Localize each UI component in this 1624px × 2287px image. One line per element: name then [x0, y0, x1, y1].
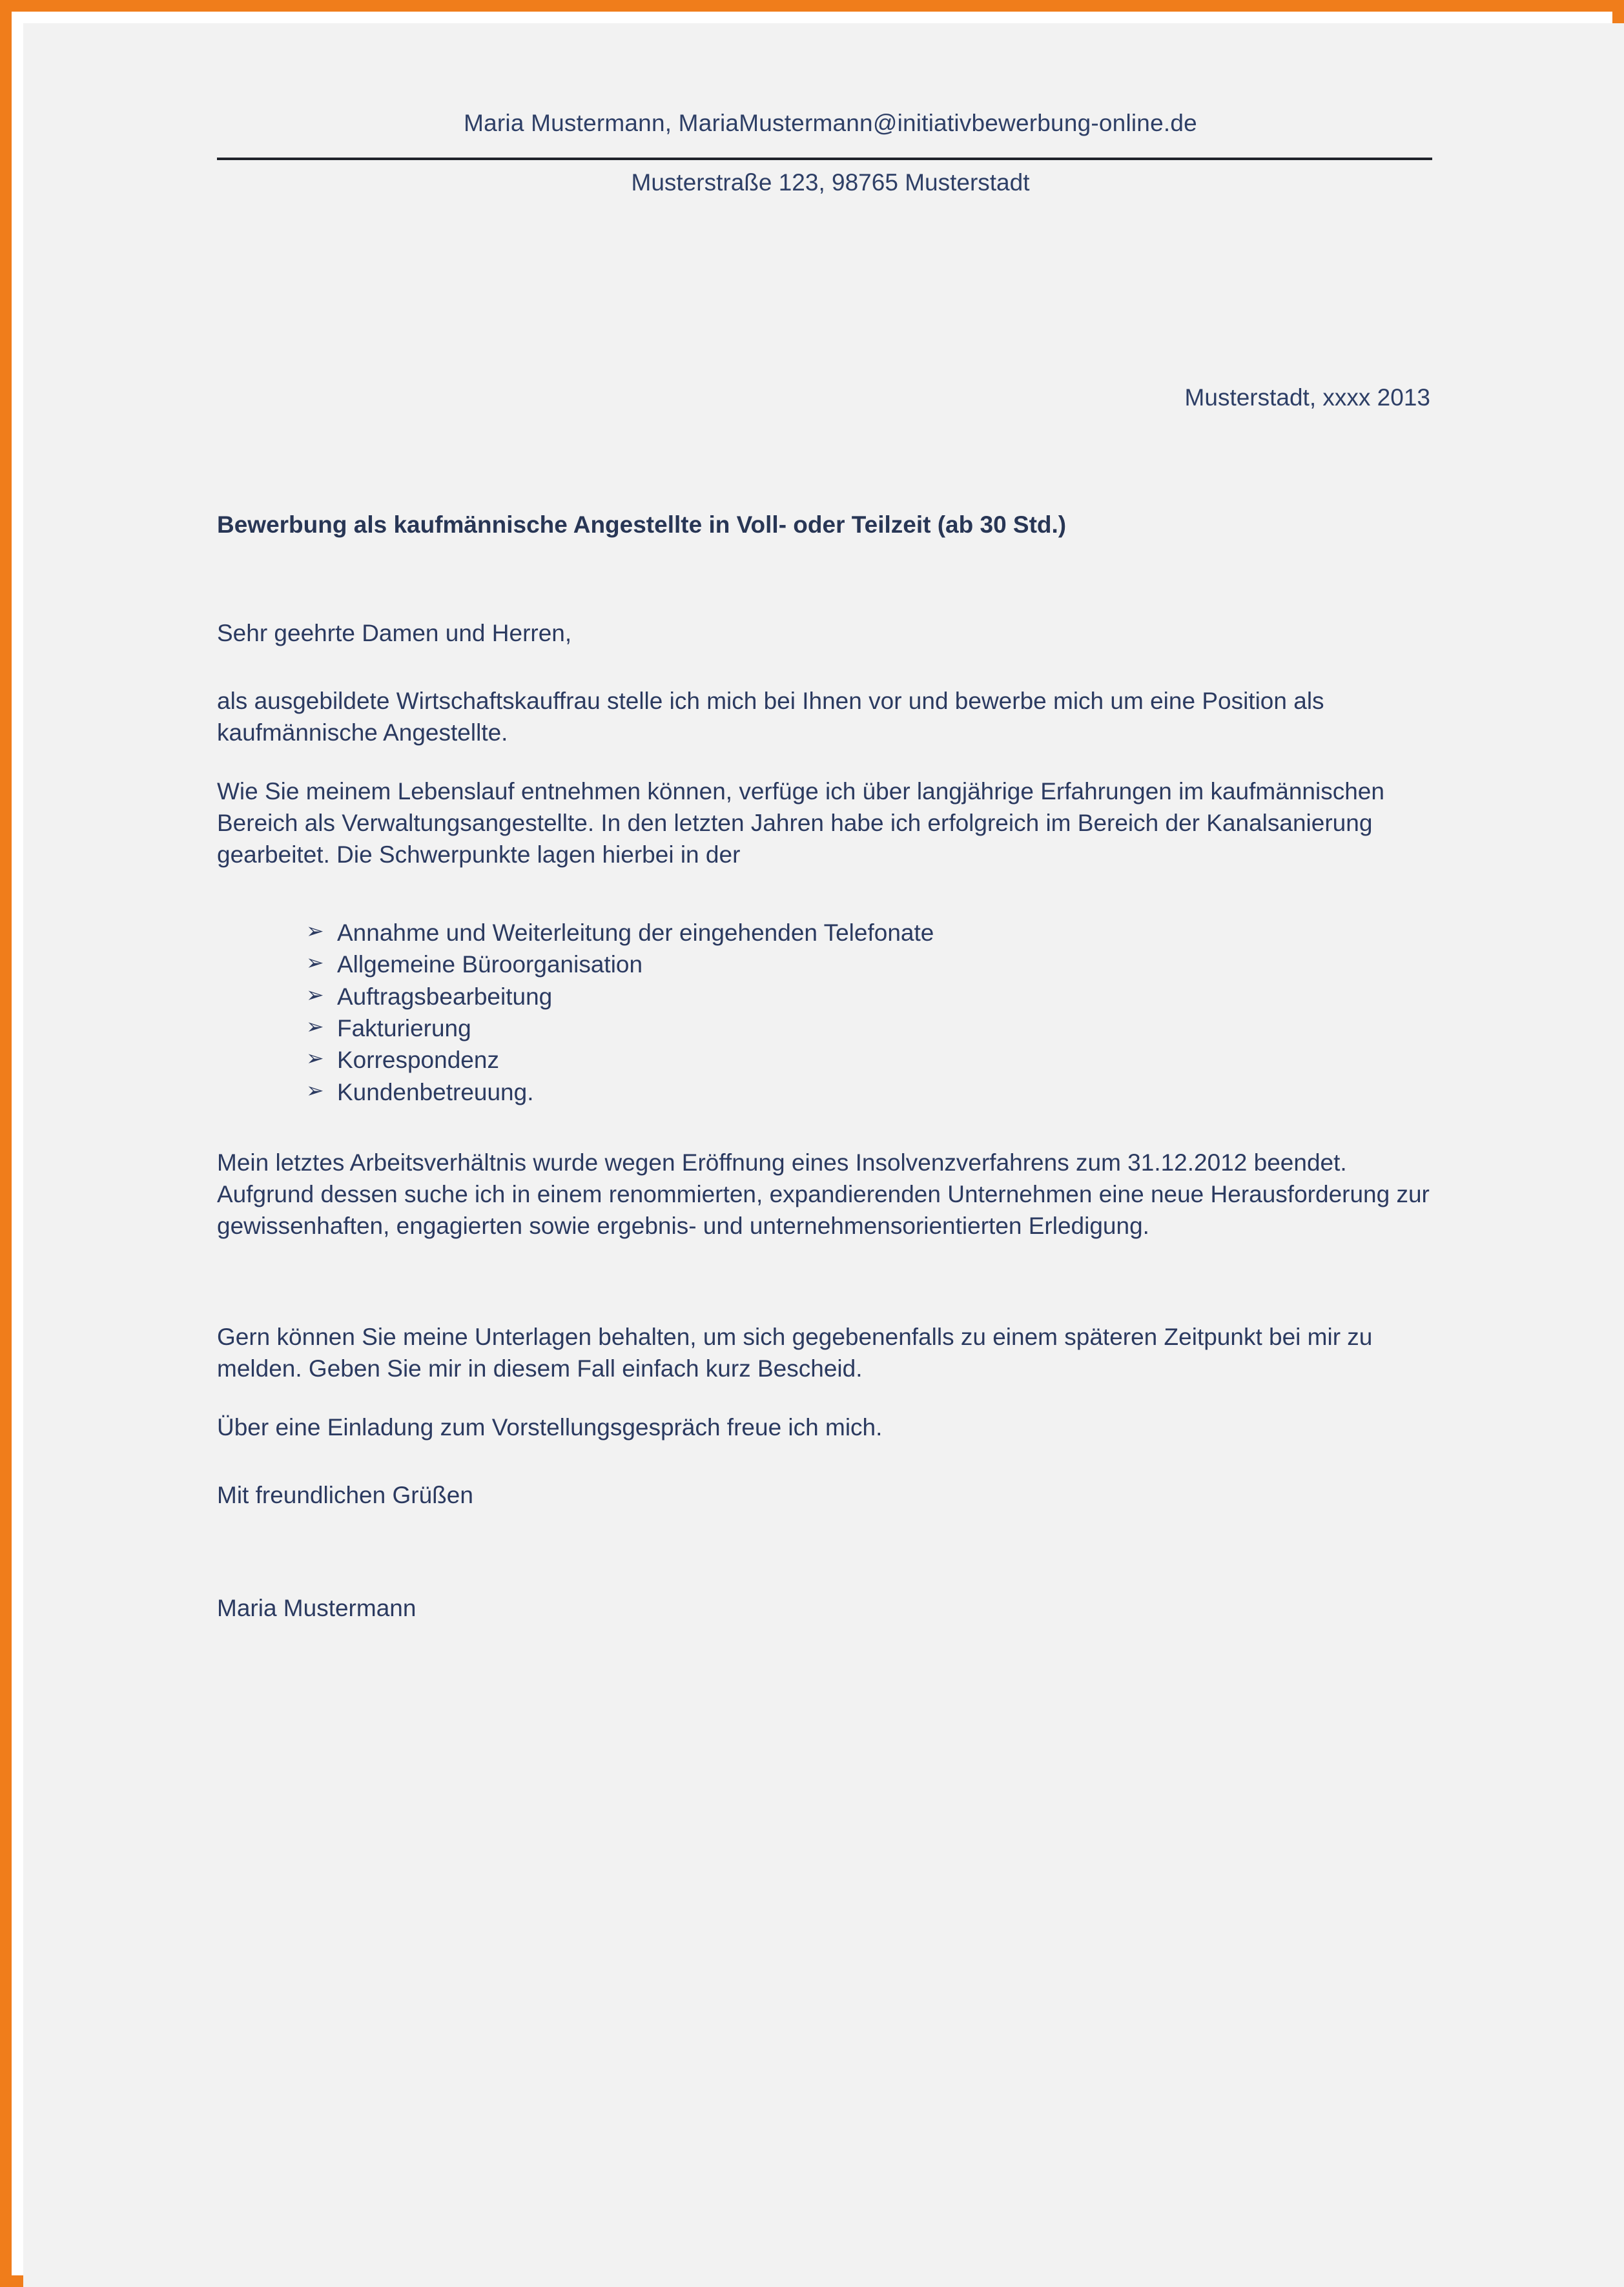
- skills-list: [306, 918, 1339, 1109]
- paragraph-interview-invitation: Über eine Einladung zum Vorstellungsgespräch freue ich mich.: [217, 1414, 883, 1441]
- salutation: Sehr geehrte Damen und Herren,: [217, 620, 572, 646]
- letterhead-name-email: Maria Mustermann, MariaMustermann@initiativbewerbung-online.de: [464, 110, 1197, 136]
- arrow-bullet-icon: ➢: [306, 1014, 324, 1039]
- list-item: [306, 1013, 1339, 1043]
- list-item-label: Allgemeine Büroorganisation: [337, 951, 643, 978]
- place-and-date: Musterstadt, xxxx 2013: [1184, 384, 1430, 411]
- letterhead: [217, 107, 1444, 139]
- letterhead-address: Musterstraße 123, 98765 Musterstadt: [631, 169, 1030, 196]
- list-item-label: Korrespondenz: [337, 1047, 499, 1074]
- letter-sheet: [23, 23, 1624, 2287]
- list-item: [306, 981, 1339, 1012]
- arrow-bullet-icon: ➢: [306, 982, 324, 1007]
- cover-letter: [23, 23, 1624, 2287]
- arrow-bullet-icon: ➢: [306, 919, 324, 943]
- arrow-bullet-icon: ➢: [306, 950, 324, 975]
- arrow-bullet-icon: ➢: [306, 1046, 324, 1071]
- list-item-label: Auftragsbearbeitung: [337, 983, 553, 1010]
- list-item-label: Fakturierung: [337, 1015, 471, 1042]
- list-item-label: Annahme und Weiterleitung der eingehenden Telefonate: [337, 919, 934, 946]
- list-item: [306, 1045, 1339, 1075]
- subject-line: Bewerbung als kaufmännische Angestellte in Voll- oder Teilzeit (ab 30 Std.): [217, 511, 1067, 538]
- letterhead-divider: [217, 158, 1432, 160]
- paragraph-employment-status: Mein letztes Arbeitsverhältnis wurde wegen Eröffnung eines Insolvenzverfahrens zum 31.12.2012 beendet. Aufgrund dessen suche ich in einem renommierten, expandierenden Unternehmen eine neue Herausforderung zur gewissenhaften, engagierten sowie ergebnis- und unternehmensorientierten Erledigung.: [217, 1149, 1430, 1240]
- list-item-label: Kundenbetreuung.: [337, 1078, 534, 1105]
- paragraph-experience: Wie Sie meinem Lebenslauf entnehmen können, verfüge ich über langjährige Erfahrungen im kaufmännischen Bereich als Verwaltungsangestellte. In den letzten Jahren habe ich erfolgreich im Bereich der Kanalsanierung gearbeitet. Die Schwerpunkte lagen hierbei in der: [217, 778, 1384, 868]
- closing-greeting: Mit freundlichen Grüßen: [217, 1482, 473, 1508]
- list-item: [306, 1077, 1339, 1107]
- arrow-bullet-icon: ➢: [306, 1078, 324, 1102]
- paragraph-intro: als ausgebildete Wirtschaftskauffrau stelle ich mich bei Ihnen vor und bewerbe mich um eine Position als kaufmännische Angestellte.: [217, 688, 1324, 746]
- list-item: [306, 949, 1339, 979]
- paragraph-documents-retention: Gern können Sie meine Unterlagen behalten, um sich gegebenenfalls zu einem späteren Zeitpunkt bei mir zu melden. Geben Sie mir in diesem Fall einfach kurz Bescheid.: [217, 1324, 1373, 1382]
- signature-name: Maria Mustermann: [217, 1595, 416, 1621]
- list-item: [306, 918, 1339, 948]
